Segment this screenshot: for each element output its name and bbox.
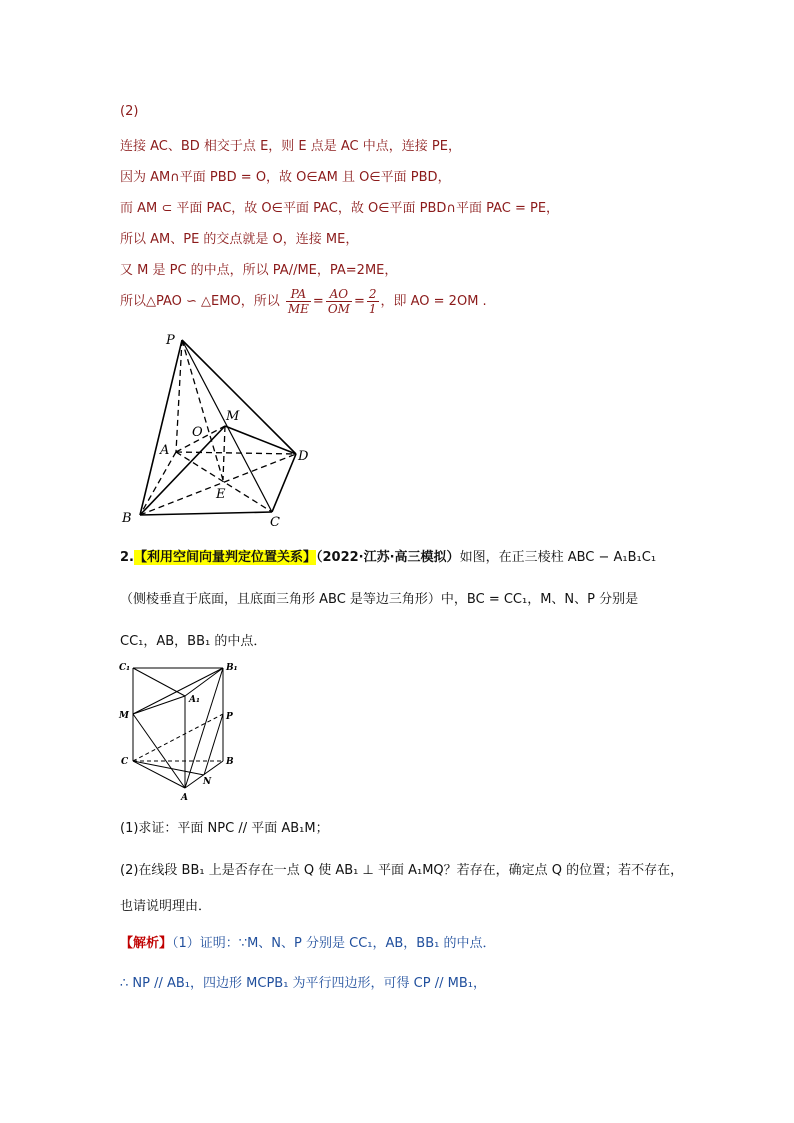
- solution-line-5: 又 M 是 PC 的中点，所以 PA//ME，PA=2ME，: [120, 263, 398, 278]
- label-m: M: [119, 711, 129, 721]
- edge-ad: [176, 452, 296, 454]
- label-a1: A₁: [189, 695, 200, 705]
- line-cp: [133, 714, 223, 761]
- line-bm: [140, 426, 225, 515]
- label-o: O: [192, 425, 203, 440]
- problem-2-header: [120, 546, 656, 565]
- analysis-tag: 【解析】: [120, 936, 173, 951]
- problem-text-2: （侧棱垂直于底面，且底面三角形 ABC 是等边三角形）中，BC = CC₁，M、N、P 分别是: [120, 592, 639, 607]
- edge-a1b1: [185, 668, 223, 696]
- solution-line-1: 连接 AC、BD 相交于点 E，则 E 点是 AC 中点，连接 PE，: [120, 139, 461, 154]
- label-p: P: [226, 712, 233, 722]
- label-c: C: [270, 515, 280, 530]
- part-label: (2): [120, 104, 139, 119]
- label-n: N: [203, 777, 212, 787]
- label-a: A: [181, 793, 188, 803]
- question-1: (1)求证：平面 NPC // 平面 AB₁M；: [120, 821, 329, 836]
- fraction-pa-me: $\frac{PA}{ME}$: [287, 287, 309, 316]
- label-b: B: [122, 511, 132, 526]
- solution-line-6-pre: 所以△PAO ∽ △EMO，所以: [120, 294, 280, 309]
- solution-line-4: 所以 AM、PE 的交点就是 O，连接 ME，: [120, 232, 359, 247]
- pyramid-figure: [110, 330, 320, 530]
- problem-tag: 【利用空间向量判定位置关系】: [133, 550, 316, 565]
- fraction-ao-om: $\frac{AO}{OM}$: [327, 287, 350, 316]
- solution-line-6-post: ，即 AO = 2OM .: [380, 294, 487, 309]
- analysis-line-1: [120, 932, 495, 951]
- problem-text-1: 如图，在正三棱柱 ABC − A₁B₁C₁: [459, 550, 657, 565]
- problem-text-3: CC₁，AB，BB₁ 的中点．: [120, 634, 267, 649]
- fraction-2-1: $\frac{2}{1}$: [368, 287, 377, 316]
- edge-pa: [176, 340, 182, 452]
- label-p: P: [166, 333, 175, 348]
- label-b1: B₁: [226, 663, 238, 673]
- label-a: A: [160, 443, 170, 458]
- solution-line-3: 而 AM ⊂ 平面 PAC，故 O∈平面 PAC，故 O∈平面 PBD∩平面 PAC = PE，: [120, 201, 560, 216]
- question-2-line-2: 也请说明理由．: [120, 899, 212, 914]
- analysis-text-1: 证明：∵M、N、P 分别是 CC₁，AB，BB₁ 的中点．: [199, 936, 496, 951]
- edge-cd: [272, 454, 296, 512]
- question-2-line-1: (2)在线段 BB₁ 上是否存在一点 Q 使 AB₁ ⊥ 平面 A₁MQ？若存在，确定点 Q 的位置；若不存在，: [120, 863, 684, 878]
- line-md: [225, 426, 296, 454]
- line-ma1: [133, 696, 185, 714]
- label-c: C: [121, 757, 129, 767]
- problem-number: 2.: [120, 550, 134, 565]
- solution-line-6: 所以△PAO ∽ △EMO，所以 $\frac{PA}{ME}$ = $\frac{AO}{OM}$ = $\frac{2}{1}$ ，即 AO = 2OM .: [120, 287, 487, 316]
- line-ab1: [185, 668, 223, 788]
- analysis-line-2: ∴ NP // AB₁，四边形 MCPB₁ 为平行四边形，可得 CP // MB₁，: [120, 976, 486, 991]
- label-b: B: [226, 757, 234, 767]
- line-ma: [133, 714, 185, 788]
- edge-pb: [140, 340, 182, 515]
- label-d: D: [298, 449, 309, 464]
- diag-bd: [140, 454, 296, 515]
- analysis-part: （1）: [172, 936, 200, 951]
- edge-bc: [140, 512, 272, 515]
- prism-figure: [115, 658, 245, 803]
- line-me: [223, 426, 225, 480]
- edge-ca: [133, 761, 185, 788]
- line-np: [204, 714, 223, 775]
- solution-line-2: 因为 AM∩平面 PBD = O，故 O∈AM 且 O∈平面 PBD，: [120, 170, 451, 185]
- label-e: E: [216, 487, 226, 502]
- label-m: M: [226, 409, 240, 424]
- label-c1: C₁: [119, 663, 131, 673]
- problem-source: （2022·江苏·高三模拟）: [316, 550, 460, 565]
